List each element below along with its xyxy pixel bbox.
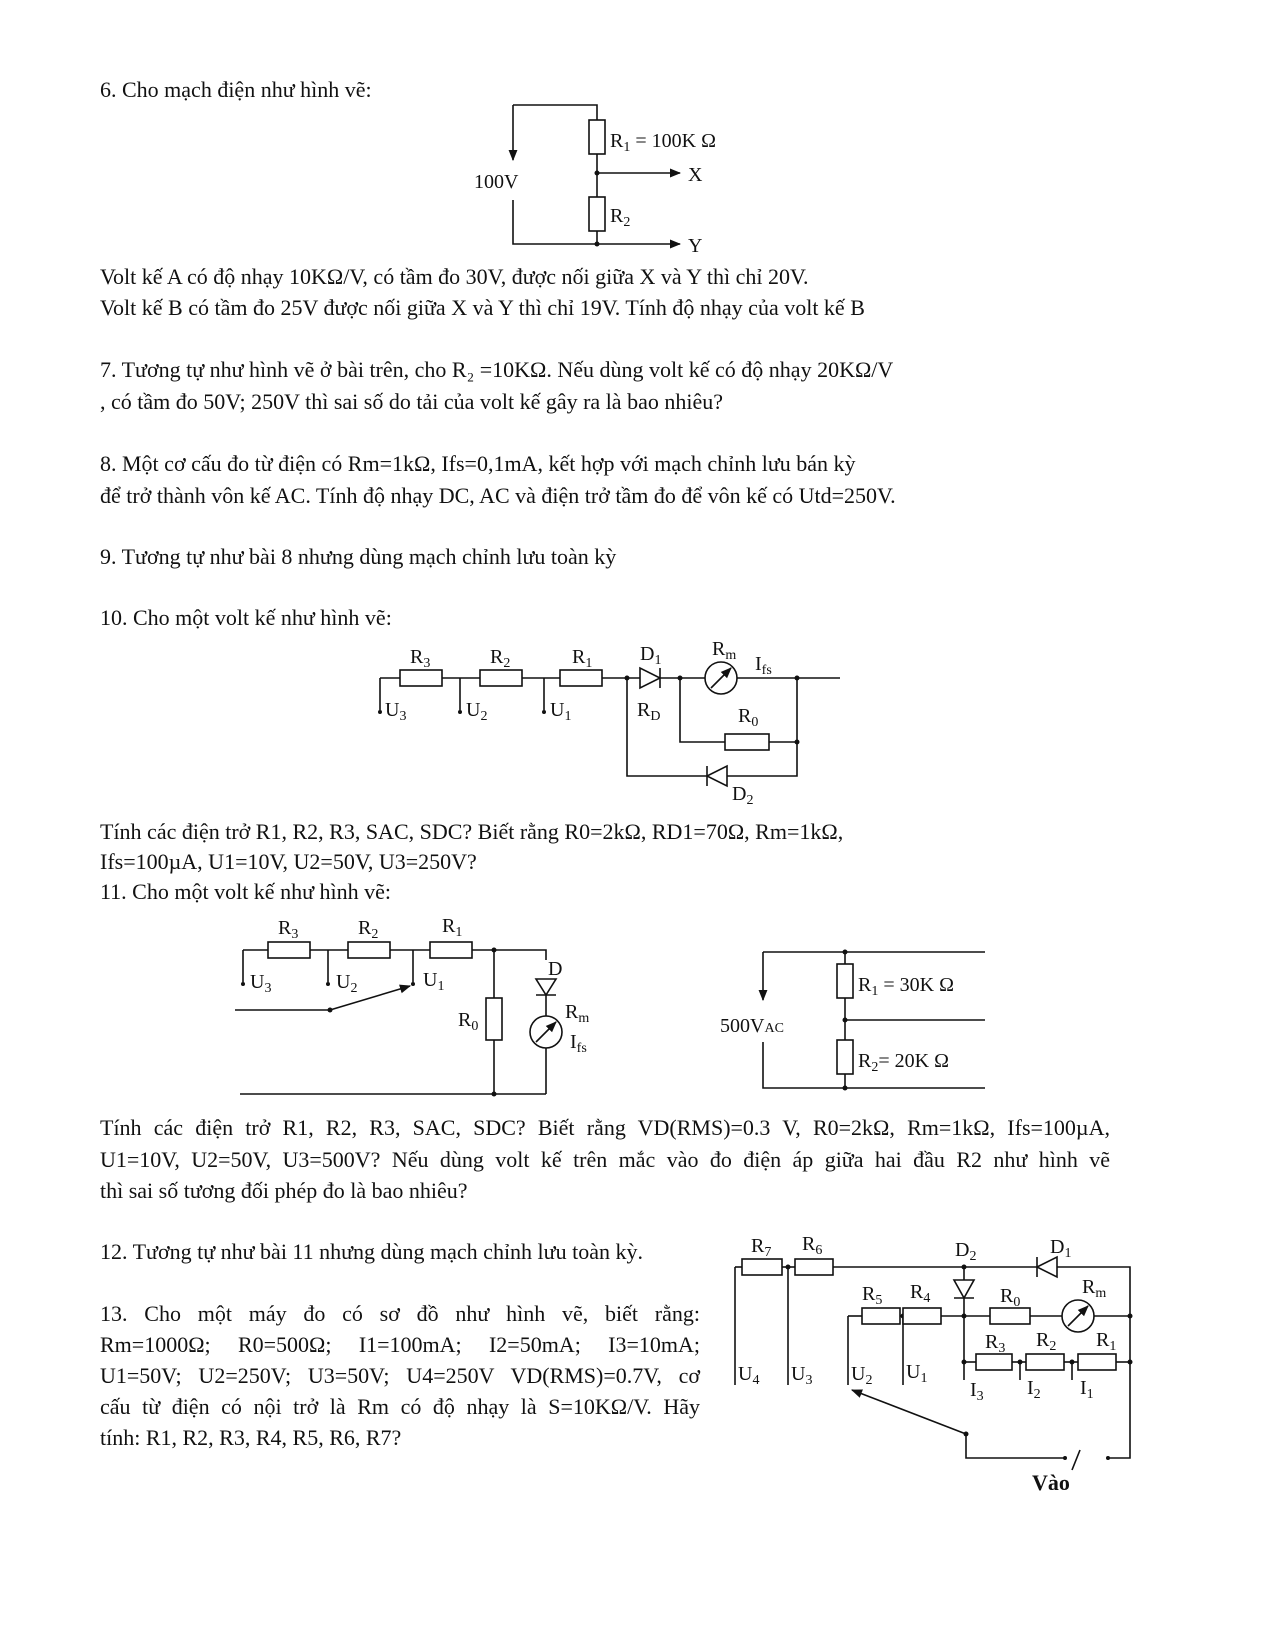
problem-6-line-1: Volt kế A có độ nhạy 10KΩ/V, có tầm đo 30V, được nối giữa X và Y thì chỉ 20V. — [100, 264, 809, 289]
svg-text:U2: $U_2$ — [336, 971, 358, 996]
problem-11-line-3: thì sai số tương đối phép đo là bao nhiêu? — [100, 1178, 468, 1203]
problem-9-line-1: 9. Tương tự như bài 8 nhưng dùng mạch chỉnh lưu toàn kỳ — [100, 544, 617, 569]
svg-text:I2: $I_2$ — [1027, 1377, 1041, 1402]
problem-13-line-1: 13. Cho một máy đo có sơ đồ như hình vẽ, biết rằng: — [100, 1301, 700, 1326]
problem-10-title: 10. Cho một volt kế như hình vẽ: — [100, 605, 392, 630]
svg-text:R1: $R_1$ — [572, 646, 593, 671]
svg-text:R7: $R_7$ — [751, 1235, 772, 1260]
resistor-r1 — [589, 120, 605, 154]
svg-text:Rm: $R_m$ — [565, 1001, 590, 1026]
svg-text:R0: $R_0$ — [458, 1009, 479, 1034]
svg-text:U1: $U_1$ — [906, 1361, 928, 1386]
problem-13-line-2: Rm=1000Ω; R0=500Ω; I1=100mA; I2=50mA; I3=10mA; — [100, 1332, 700, 1357]
svg-text:I1: $I_1$ — [1080, 1377, 1094, 1402]
svg-text:R0: $R_0$ — [1000, 1285, 1021, 1310]
figure-13-multimeter-circuit — [735, 1233, 1133, 1495]
input-label: Vào — [1032, 1470, 1070, 1495]
problem-10-line-2: Ifs=100µA, U1=10V, U2=50V, U3=250V? — [100, 849, 477, 874]
svg-text:R2: $R_2$ — [490, 646, 511, 671]
problem-7-line-2: , có tầm đo 50V; 250V thì sai số do tải của volt kế gây ra là bao nhiêu? — [100, 389, 723, 414]
svg-text:Ifs: $I_{fs}$ — [755, 653, 772, 678]
svg-text:R2: $R_2$ — [1036, 1329, 1057, 1354]
problem-10-line-1: Tính các điện trở R1, R2, R3, SAC, SDC? Biết rằng R0=2kΩ, RD1=70Ω, Rm=1kΩ, — [100, 819, 844, 844]
problem-6-title: 6. Cho mạch điện như hình vẽ: — [100, 77, 372, 102]
r1-label: $R_1 = 100K$ Ω — [610, 130, 716, 155]
svg-text:R1: $R_1$ — [442, 915, 463, 940]
svg-text:R3: $R_3$ — [985, 1331, 1006, 1356]
svg-text:U1: $U_1$ — [550, 699, 572, 724]
svg-text:I3: $I_3$ — [970, 1379, 984, 1404]
figure-6-divider-circuit — [474, 105, 716, 257]
svg-text:R5: $R_5$ — [862, 1283, 883, 1308]
r2-label: $R_2$ — [610, 205, 631, 230]
svg-text:R1: $R_1$ — [1096, 1329, 1117, 1354]
svg-text:R4: $R_4$ — [910, 1281, 931, 1306]
problem-13-line-3: U1=50V; U2=250V; U3=50V; U4=250V VD(RMS)=0.7V, cơ — [100, 1363, 700, 1388]
svg-text:R3: $R_3$ — [278, 917, 299, 942]
problem-13-line-5: tính: R1, R2, R3, R4, R5, R6, R7? — [100, 1425, 402, 1450]
problem-11-line-1: Tính các điện trở R1, R2, R3, SAC, SDC? Biết rằng VD(RMS)=0.3 V, R0=2kΩ, Rm=1kΩ, Ifs=100µA, — [100, 1115, 1110, 1140]
svg-text:RD: $R_D$ — [637, 699, 661, 724]
svg-text:U2: $U_2$ — [466, 699, 488, 724]
problem-6-line-2: Volt kế B có tầm đo 25V được nối giữa X và Y thì chỉ 19V. Tính độ nhạy của volt kế B — [100, 295, 865, 320]
problem-7-line-1: 7. Tương tự như hình vẽ ở bài trên, cho R₂ =10KΩ. Nếu dùng volt kế có độ nhạy 20KΩ/V — [100, 357, 894, 382]
problem-8-line-2: để trở thành vôn kế AC. Tính độ nhạy DC, AC và điện trở tầm đo để vôn kế có Utd=250V. — [100, 483, 896, 508]
svg-text:R3: $R_3$ — [410, 646, 431, 671]
svg-text:R1 = 30K Ω: $R_1 = 30K$ Ω — [858, 974, 954, 999]
svg-text:D: D — [548, 958, 563, 980]
figure-11-divider-circuit — [720, 950, 985, 1091]
svg-text:Rm: $R_m$ — [712, 638, 737, 663]
svg-text:U2: $U_2$ — [851, 1363, 873, 1388]
problem-11-line-2: U1=10V, U2=50V, U3=500V? Nếu dùng volt kế trên mắc vào đo điện áp giữa hai đầu R2 như hình vẽ — [100, 1147, 1110, 1172]
svg-text:U3: $U_3$ — [791, 1363, 813, 1388]
svg-text:D1: $D_1$ — [640, 643, 662, 668]
svg-text:U3: $U_3$ — [250, 971, 272, 996]
svg-text:R2: $R_2$ — [358, 917, 379, 942]
resistor-r2 — [589, 197, 605, 231]
terminal-x-label: X — [688, 164, 703, 186]
source-label: 100V — [474, 171, 519, 193]
figure-10-voltmeter-circuit — [378, 638, 840, 808]
svg-text:D2: $D_2$ — [732, 783, 754, 808]
problem-8-line-1: 8. Một cơ cấu đo từ điện có Rm=1kΩ, Ifs=0,1mA, kết hợp với mạch chỉnh lưu bán kỳ — [100, 451, 856, 476]
terminal-y-label: Y — [688, 235, 703, 257]
svg-text:D1: $D_1$ — [1050, 1236, 1072, 1261]
svg-text:R2= 20K Ω: $R_2= 20K$ Ω — [858, 1050, 949, 1075]
svg-text:U1: $U_1$ — [423, 969, 445, 994]
svg-text:U3: $U_3$ — [385, 699, 407, 724]
svg-text:Rm: $R_m$ — [1082, 1276, 1107, 1301]
svg-text:D2: $D_2$ — [955, 1239, 977, 1264]
svg-text:U4: $U_4$ — [738, 1363, 760, 1388]
svg-text:500VAC: 500VAC — [720, 1015, 784, 1037]
svg-text:Ifs: $I_{fs}$ — [570, 1031, 587, 1056]
problem-13-line-4: cấu từ điện có nội trở là Rm có độ nhạy là S=10KΩ/V. Hãy — [100, 1394, 700, 1419]
problem-11-title: 11. Cho một volt kế như hình vẽ: — [100, 879, 391, 904]
svg-text:R0: $R_0$ — [738, 705, 759, 730]
figure-11-voltmeter-circuit — [235, 915, 589, 1097]
svg-text:R6: $R_6$ — [802, 1233, 823, 1258]
problem-12-line-1: 12. Tương tự như bài 11 nhưng dùng mạch chỉnh lưu toàn kỳ. — [100, 1239, 643, 1264]
